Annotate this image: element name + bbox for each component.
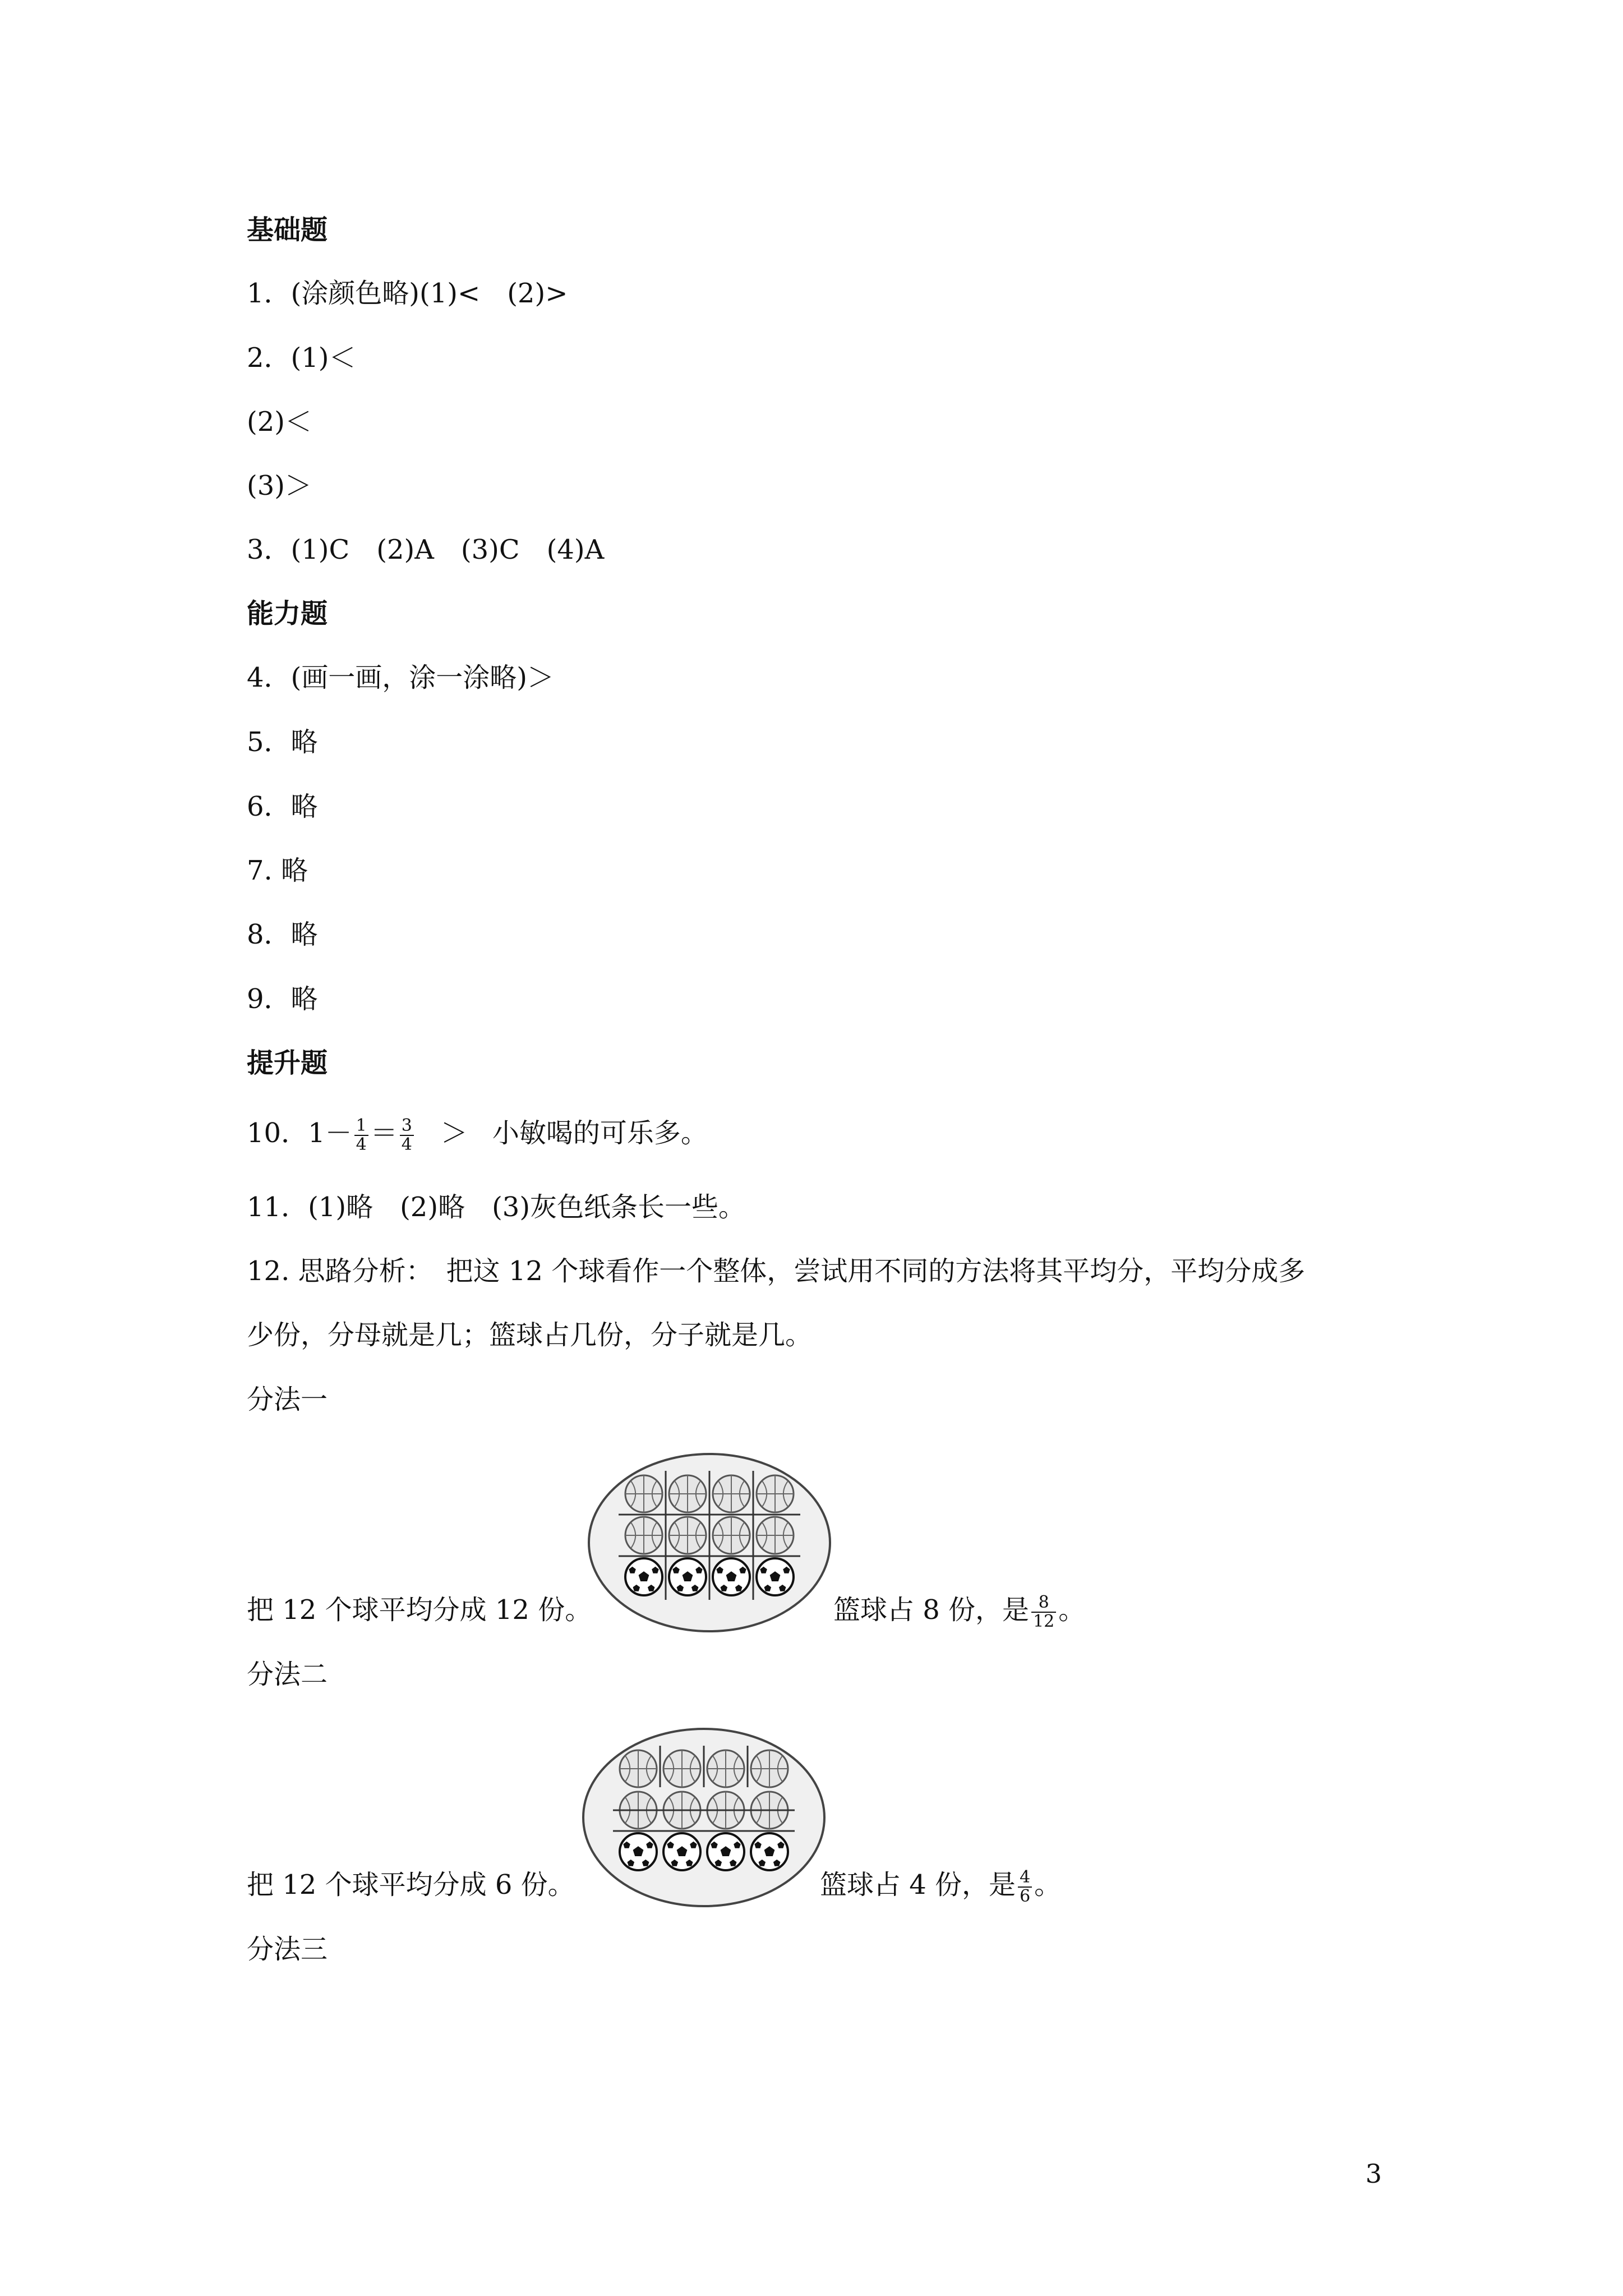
basketball-icon [757, 1517, 794, 1554]
q10-fraction-three-quarters [400, 1117, 414, 1154]
soccer-ball-icon [713, 1558, 750, 1595]
soccer-ball-icon [751, 1833, 788, 1870]
q10-frac2-denominator: 4 [401, 1134, 412, 1154]
method2-right-text [820, 1868, 1061, 1906]
answer-q6: 6．略 [247, 791, 318, 822]
q10-compare: ＞ [440, 1117, 468, 1149]
basketball-icon [713, 1517, 750, 1554]
section-basic-heading: 基础题 [247, 214, 328, 246]
basketball-icon [669, 1517, 706, 1554]
method1-result-text: 篮球占 8 份，是 [833, 1594, 1030, 1626]
answer-q8: 8．略 [247, 919, 318, 950]
answer-q9: 9．略 [247, 983, 318, 1015]
q10-prefix: 10．1－ [247, 1117, 352, 1149]
basketball-icon [757, 1475, 794, 1512]
answer-q2-3: (3)＞ [247, 470, 312, 501]
soccer-ball-icon [625, 1558, 662, 1595]
method1-right-text [833, 1593, 1085, 1631]
answer-q11: 11．(1)略 (2)略 (3)灰色纸条长一些。 [247, 1191, 746, 1223]
basketball-icon [620, 1750, 657, 1787]
answer-q1: 1．(涂颜色略)(1)< (2)> [247, 278, 568, 309]
q10-frac1-denominator: 4 [356, 1134, 367, 1154]
method1-end-mark: 。 [1058, 1594, 1086, 1626]
answer-q5: 5．略 [247, 726, 318, 758]
answer-q2-2: (2)＜ [247, 406, 312, 438]
q10-fraction-one-quarter [354, 1117, 368, 1154]
basketball-icon [625, 1517, 662, 1554]
soccer-ball-icon [663, 1833, 700, 1870]
answer-q10 [247, 1116, 708, 1154]
basketball-icon [751, 1750, 788, 1787]
soccer-ball-icon [757, 1558, 794, 1595]
ball-division-diagram-12-parts [583, 1447, 836, 1638]
method2-frac-numerator: 4 [1018, 1869, 1032, 1888]
answer-q12-line2: 少份，分母就是几；篮球占几份，分子就是几。 [247, 1319, 813, 1351]
q10-frac2-numerator: 3 [400, 1117, 414, 1136]
answer-q3: 3．(1)C (2)A (3)C (4)A [247, 534, 605, 565]
answer-q2-1: 2．(1)＜ [247, 342, 356, 374]
q10-equals: ＝ [370, 1117, 398, 1149]
method1-fraction [1031, 1594, 1056, 1631]
basketball-icon [625, 1475, 662, 1512]
soccer-ball-icon [707, 1833, 744, 1870]
method2-title: 分法二 [247, 1659, 328, 1690]
basketball-icon [713, 1475, 750, 1512]
soccer-ball-icon [669, 1558, 706, 1595]
ball-division-diagram-6-parts [578, 1722, 830, 1913]
section-advanced-heading: 提升题 [247, 1047, 328, 1079]
method1-title: 分法一 [247, 1384, 328, 1415]
basketball-icon [707, 1750, 744, 1787]
method3-title: 分法三 [247, 1934, 328, 1965]
method2-frac-denominator: 6 [1020, 1886, 1031, 1906]
answer-q4: 4．(画一画，涂一涂略)＞ [247, 662, 554, 693]
method2-end-mark: 。 [1034, 1869, 1062, 1901]
page-number: 3 [1365, 2159, 1382, 2189]
q10-frac1-numerator: 1 [354, 1117, 368, 1136]
method2-left-text: 把 12 个球平均分成 6 份。 [247, 1869, 575, 1901]
answer-q12-line1: 12. 思路分析： 把这 12 个球看作一个整体，尝试用不同的方法将其平均分，平均分成多 [247, 1255, 1306, 1287]
section-ability-heading: 能力题 [247, 598, 328, 629]
method1-frac-denominator: 12 [1033, 1611, 1055, 1631]
method1-frac-numerator: 8 [1031, 1594, 1056, 1613]
soccer-ball-icon [620, 1833, 657, 1870]
answer-q7: 7. 略 [247, 855, 308, 886]
basketball-icon [669, 1475, 706, 1512]
method2-fraction [1018, 1869, 1032, 1906]
basketball-icon [663, 1750, 700, 1787]
q10-conclusion: 小敏喝的可乐多。 [492, 1117, 708, 1149]
method1-left-text: 把 12 个球平均分成 12 份。 [247, 1594, 592, 1626]
method2-result-text: 篮球占 4 份，是 [820, 1869, 1016, 1901]
